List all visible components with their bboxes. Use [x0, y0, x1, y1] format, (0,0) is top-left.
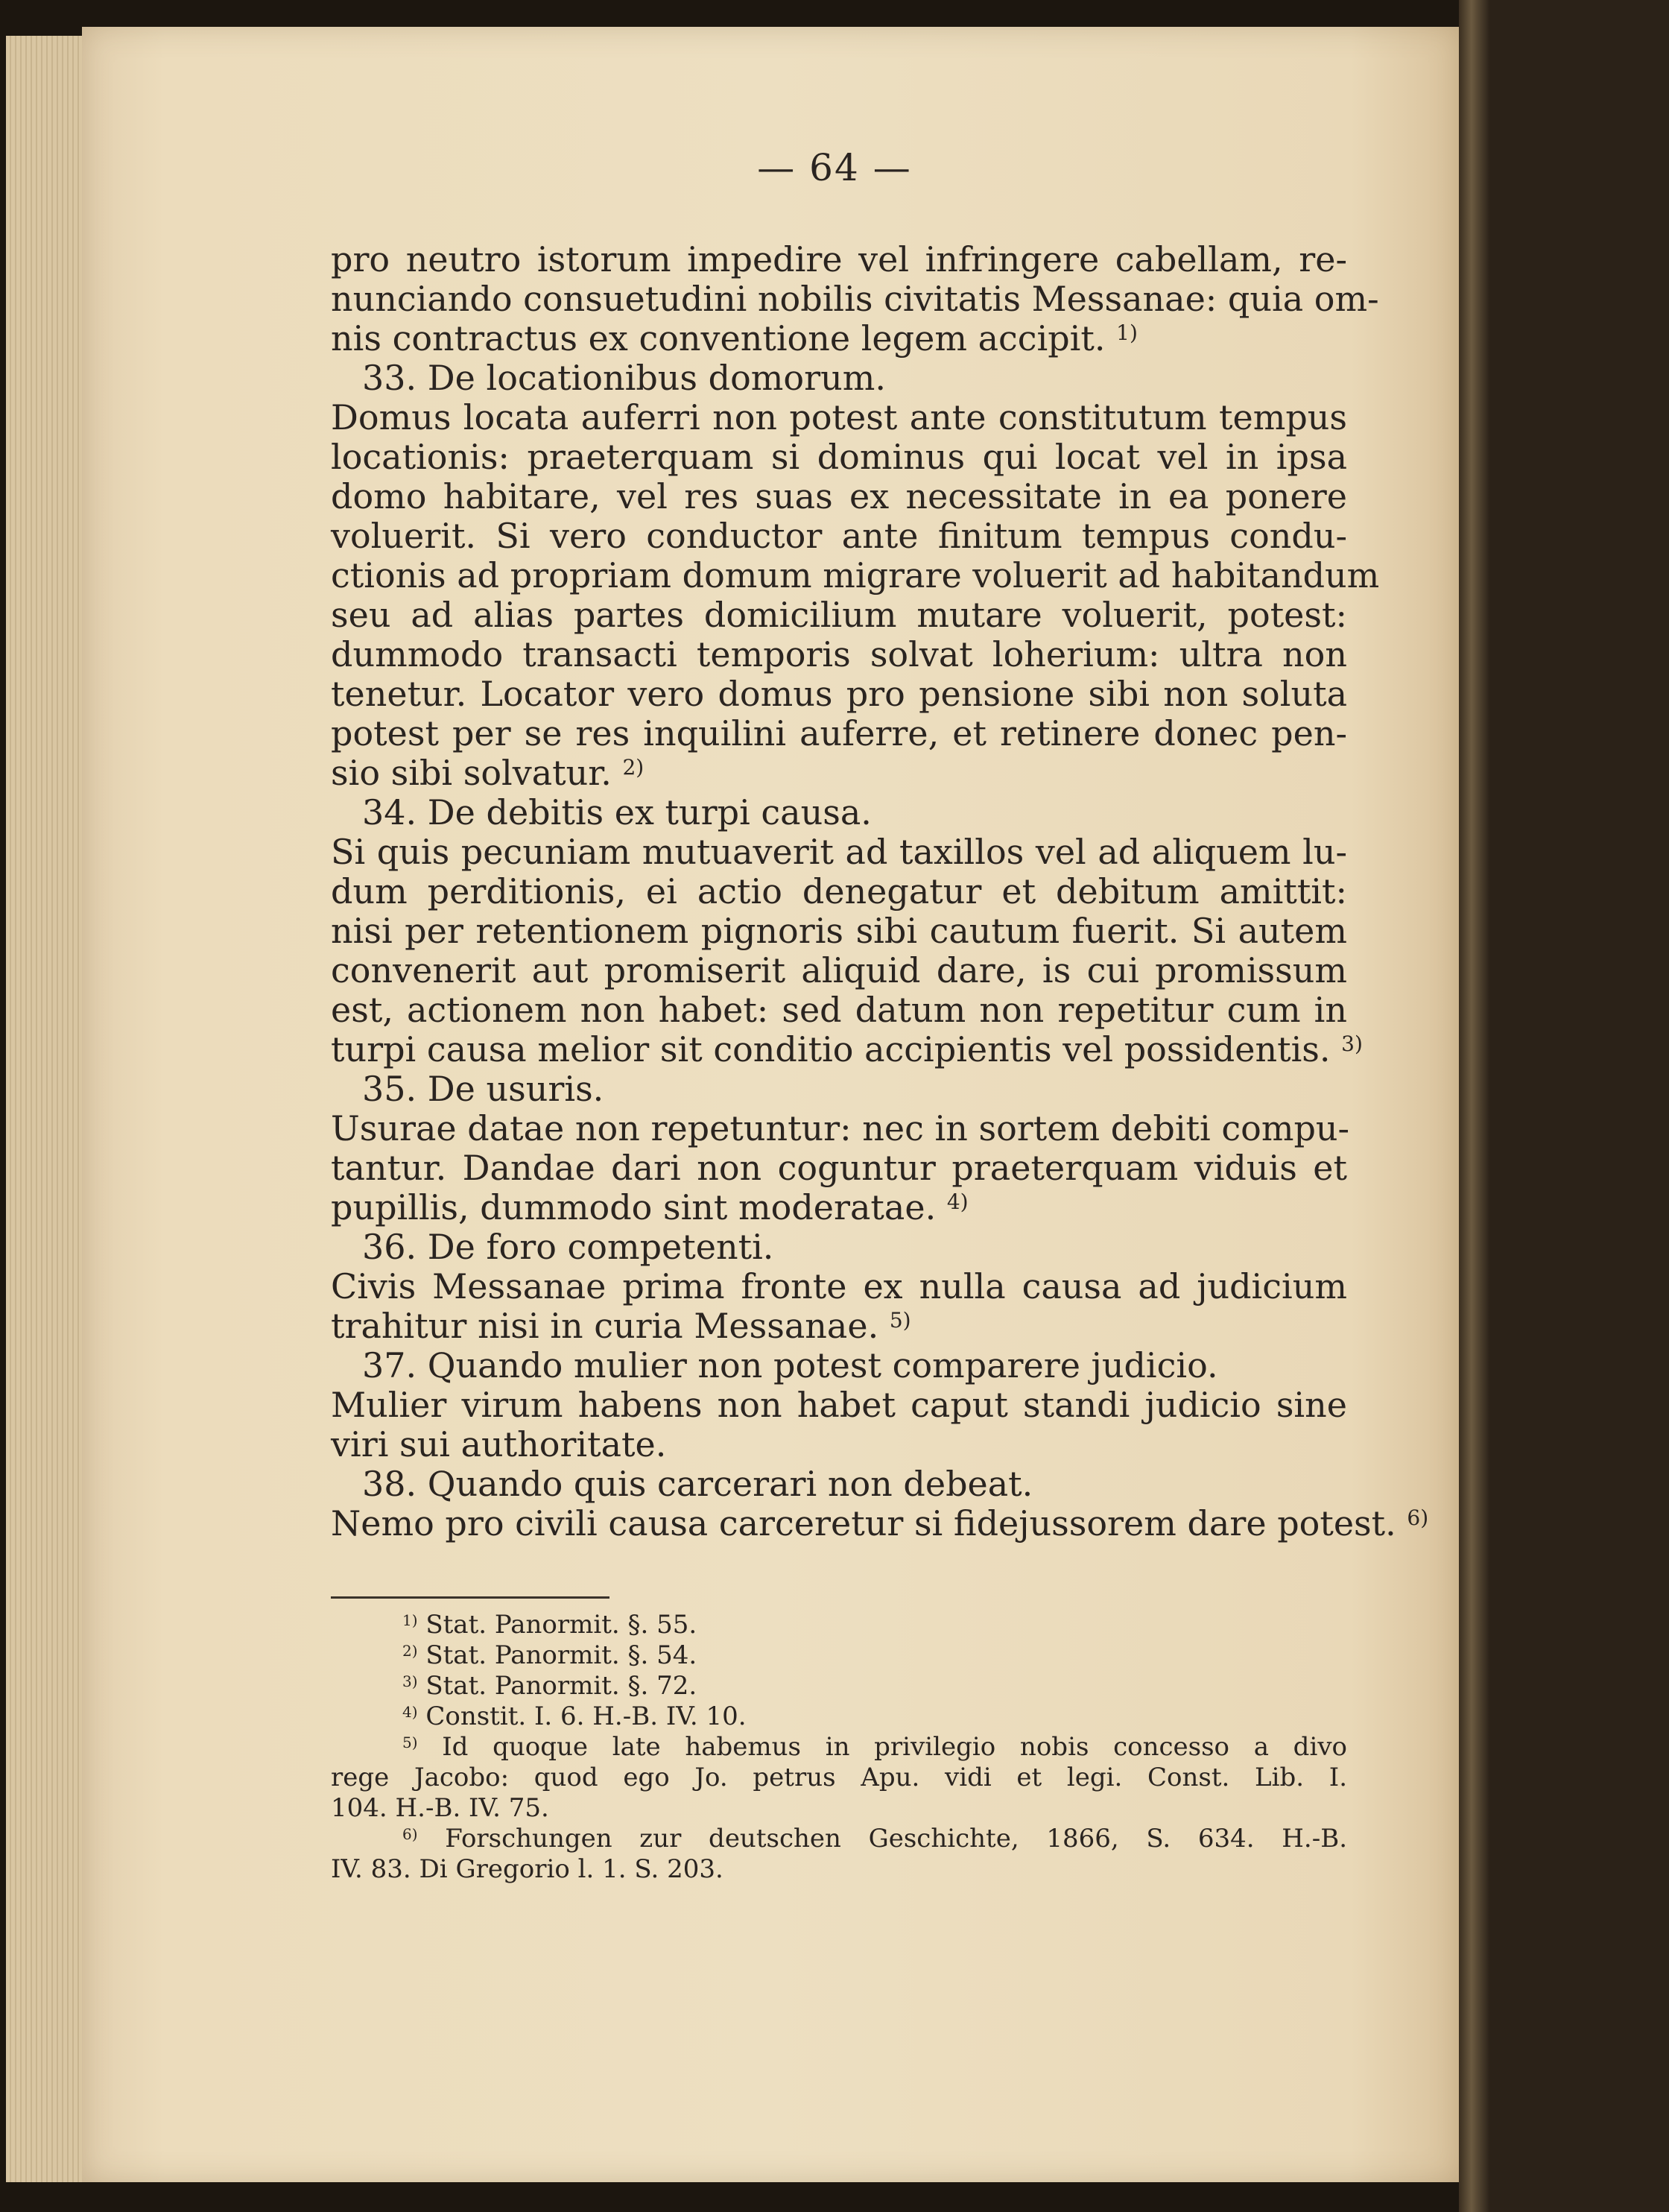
text-line: nis contractus ex conventione legem accipit. $^{1)}$ — [331, 318, 1138, 358]
text-line: 37. Quando mulier non potest comparere judicio. — [362, 1345, 1218, 1385]
footnote-mark: 6) — [402, 1825, 418, 1843]
text-line: nisi per retentionem pignoris sibi cautum fuerit. Si autem — [331, 911, 1347, 951]
footnote-separator — [331, 1596, 609, 1599]
footnote-ref: 1) — [1116, 320, 1138, 345]
footnote-mark: 1) — [402, 1611, 418, 1629]
footnote-line: rege Jacobo: quod ego Jo. petrus Apu. vidi et legi. Const. Lib. I. — [331, 1763, 1347, 1792]
text-line: locationis: praeterquam si dominus qui locat vel in ipsa — [331, 437, 1347, 477]
footnote-line: $^{5)}$ Id quoque late habemus in privilegio nobis concesso a divo — [402, 1732, 1347, 1762]
text-line: sio sibi solvatur. $^{2)}$ — [331, 753, 645, 793]
text-line: 38. Quando quis carcerari non debeat. — [362, 1464, 1033, 1504]
footnote-mark: 4) — [402, 1703, 418, 1721]
text-line: tantur. Dandae dari non coguntur praeterquam viduis et — [331, 1148, 1347, 1188]
text-line: Usurae datae non repetuntur: nec in sortem debiti compu- — [331, 1108, 1350, 1148]
footnote-ref: 5) — [889, 1308, 911, 1333]
text-line: 36. De foro competenti. — [362, 1227, 774, 1267]
text-line: potest per se res inquilini auferre, et retinere donec pen- — [331, 713, 1347, 753]
footnote-ref: 3) — [1341, 1031, 1363, 1056]
footnote-ref: 2) — [622, 755, 645, 780]
body-text — [331, 239, 1429, 1543]
text-line: trahitur nisi in curia Messanae. $^{5)}$ — [331, 1306, 911, 1346]
text-line: tenetur. Locator vero domus pro pensione sibi non soluta — [331, 674, 1347, 714]
text-line: voluerit. Si vero conductor ante finitum tempus condu- — [331, 516, 1347, 556]
footnote-line: 104. H.-B. IV. 75. — [331, 1793, 549, 1823]
text-line: pupillis, dummodo sint moderatae. $^{4)}$ — [331, 1187, 969, 1227]
text-line: Domus locata auferri non potest ante constitutum tempus — [331, 397, 1347, 437]
footnote-line: $^{6)}$ Forschungen zur deutschen Geschichte, 1866, S. 634. H.-B. — [402, 1824, 1348, 1854]
binding-edge — [1459, 0, 1490, 2212]
text-line: seu ad alias partes domicilium mutare voluerit, potest: — [331, 595, 1347, 635]
footnotes — [331, 1610, 1347, 1885]
text-line: 35. De usuris. — [362, 1069, 604, 1109]
text-line: ctionis ad propriam domum migrare voluerit ad habitandum — [331, 555, 1380, 595]
text-line: nunciando consuetudini nobilis civitatis Messanae: quia om- — [331, 279, 1379, 319]
footnote-mark: 3) — [402, 1672, 418, 1690]
footnote-mark: 5) — [402, 1734, 418, 1751]
footnote-ref: 6) — [1407, 1505, 1429, 1530]
text-line: Mulier virum habens non habet caput standi judicio sine — [331, 1385, 1347, 1425]
text-line: domo habitare, vel res suas ex necessitate in ea ponere — [331, 476, 1347, 516]
text-line: turpi causa melior sit conditio accipientis vel possidentis. $^{3)}$ — [331, 1029, 1363, 1069]
page-number: — 64 — — [757, 146, 912, 189]
text-line: Nemo pro civili causa carceretur si fidejussorem dare potest. $^{6)}$ — [331, 1503, 1429, 1543]
text-line: viri sui authoritate. — [331, 1424, 667, 1464]
text-line: dum perditionis, ei actio denegatur et debitum amittit: — [331, 871, 1347, 911]
text-line: convenerit aut promiserit aliquid dare, is cui promissum — [331, 950, 1347, 990]
footnote-line: IV. 83. Di Gregorio l. 1. S. 203. — [331, 1854, 723, 1884]
text-line: Si quis pecuniam mutuaverit ad taxillos vel ad aliquem lu- — [331, 832, 1347, 872]
footnote-line: $^{3)}$ Stat. Panormit. §. 72. — [402, 1671, 697, 1701]
text-line: 33. De locationibus domorum. — [362, 358, 886, 398]
text-line: dummodo transacti temporis solvat loherium: ultra non — [331, 634, 1347, 674]
footnote-mark: 2) — [402, 1642, 418, 1660]
text-line: Civis Messanae prima fronte ex nulla causa ad judicium — [331, 1266, 1347, 1306]
footnote-line: $^{4)}$ Constit. I. 6. H.-B. IV. 10. — [402, 1701, 747, 1731]
text-line: pro neutro istorum impedire vel infringere cabellam, re- — [331, 239, 1347, 279]
footnote-ref: 4) — [946, 1189, 969, 1214]
footnote-line: $^{1)}$ Stat. Panormit. §. 55. — [402, 1610, 697, 1640]
footnote-line: $^{2)}$ Stat. Panormit. §. 54. — [402, 1640, 697, 1670]
text-line: est, actionem non habet: sed datum non repetitur cum in — [331, 990, 1347, 1030]
text-line: 34. De debitis ex turpi causa. — [362, 792, 872, 832]
